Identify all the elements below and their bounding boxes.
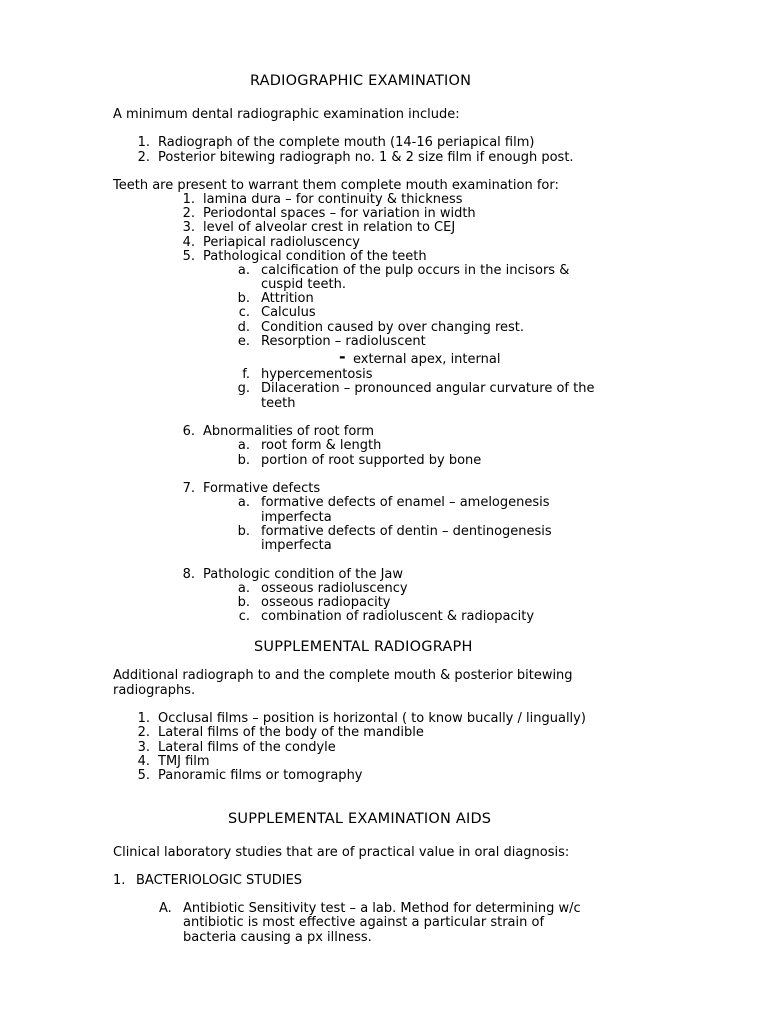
sub-letter: e. — [237, 334, 250, 349]
sub-item: Resorption – radioluscent — [261, 334, 426, 349]
sub-item-continuation: antibiotic is most effective against a particular strain of — [183, 915, 545, 930]
list-item: Lateral films of the body of the mandible — [158, 725, 424, 740]
intro-paragraph-continuation: radiographs. — [113, 683, 196, 698]
sub-letter: c. — [238, 609, 250, 624]
list-item: Lateral films of the condyle — [158, 740, 336, 755]
list-item: Periodontal spaces – for variation in width — [203, 206, 476, 221]
intro-paragraph: A minimum dental radiographic examination include: — [113, 107, 460, 122]
list-item: Radiograph of the complete mouth (14-16 periapical film) — [158, 135, 535, 150]
list-item: Pathological condition of the teeth — [203, 249, 427, 264]
sub-item: portion of root supported by bone — [261, 453, 482, 468]
sub-letter: a. — [237, 438, 250, 453]
sub-item: formative defects of enamel – amelogenesis — [261, 495, 550, 510]
list-item: TMJ film — [158, 754, 210, 769]
sub-item: formative defects of dentin – dentinogenesis — [261, 524, 552, 539]
list-number: 8. — [182, 567, 195, 582]
sub-item-continuation: imperfecta — [261, 510, 332, 525]
heading-supplemental-examination-aids: SUPPLEMENTAL EXAMINATION AIDS — [228, 811, 492, 827]
sub-letter: c. — [238, 305, 250, 320]
list-number: 3. — [137, 740, 150, 755]
sub-item: osseous radiopacity — [261, 595, 391, 610]
sub-letter: d. — [237, 320, 250, 335]
list-item: lamina dura – for continuity & thickness — [203, 192, 463, 207]
sub-letter: a. — [237, 263, 250, 278]
list-number: 5. — [137, 768, 150, 783]
sub-item: external apex, internal — [353, 352, 501, 367]
sub-item-continuation: bacteria causing a px illness. — [183, 930, 372, 945]
list-number: 2. — [137, 150, 150, 165]
sub-item: hypercementosis — [261, 367, 373, 382]
list-number: 6. — [182, 424, 195, 439]
list-number: 2. — [182, 206, 195, 221]
list-number: 3. — [182, 220, 195, 235]
list-number: 5. — [182, 249, 195, 264]
paragraph: Teeth are present to warrant them complete mouth examination for: — [113, 178, 559, 193]
sub-letter: b. — [237, 595, 250, 610]
sub-letter: b. — [237, 453, 250, 468]
list-item: Posterior bitewing radiograph no. 1 & 2 size film if enough post. — [158, 150, 574, 165]
sub-item-continuation: teeth — [261, 396, 296, 411]
sub-item: Condition caused by over changing rest. — [261, 320, 525, 335]
sub-item: calcification of the pulp occurs in the incisors & — [261, 263, 570, 278]
sub-letter: A. — [159, 901, 172, 916]
list-item: Abnormalities of root form — [203, 424, 375, 439]
list-number: 2. — [137, 725, 150, 740]
sub-letter: a. — [237, 581, 250, 596]
sub-item-continuation: cuspid teeth. — [261, 277, 346, 292]
list-item: BACTERIOLOGIC STUDIES — [136, 873, 303, 888]
list-number: 7. — [182, 481, 195, 496]
sub-letter: f. — [242, 367, 250, 382]
intro-paragraph: Clinical laboratory studies that are of practical value in oral diagnosis: — [113, 845, 570, 860]
list-item: Pathologic condition of the Jaw — [203, 567, 404, 582]
sub-item: osseous radioluscency — [261, 581, 408, 596]
dash-bullet: - — [339, 347, 346, 366]
heading-supplemental-radiograph: SUPPLEMENTAL RADIOGRAPH — [254, 639, 473, 655]
list-item: Occlusal films – position is horizontal ( to know bucally / lingually) — [158, 711, 586, 726]
list-item: Formative defects — [203, 481, 321, 496]
list-number: 1. — [113, 873, 126, 888]
sub-item: root form & length — [261, 438, 382, 453]
sub-item-continuation: imperfecta — [261, 538, 332, 553]
sub-item: combination of radioluscent & radiopacity — [261, 609, 535, 624]
list-number: 4. — [182, 235, 195, 250]
list-item: level of alveolar crest in relation to CEJ — [203, 220, 456, 235]
intro-paragraph: Additional radiograph to and the complete mouth & posterior bitewing — [113, 668, 573, 683]
list-number: 1. — [182, 192, 195, 207]
list-number: 4. — [137, 754, 150, 769]
sub-item: Antibiotic Sensitivity test – a lab. Method for determining w/c — [183, 901, 581, 916]
list-item: Periapical radioluscency — [203, 235, 360, 250]
sub-item: Dilaceration – pronounced angular curvature of the — [261, 381, 595, 396]
list-number: 1. — [137, 711, 150, 726]
sub-letter: a. — [237, 495, 250, 510]
sub-letter: g. — [237, 381, 250, 396]
heading-radiographic-examination: RADIOGRAPHIC EXAMINATION — [250, 73, 472, 89]
list-number: 1. — [137, 135, 150, 150]
list-item: Panoramic films or tomography — [158, 768, 363, 783]
sub-item: Attrition — [261, 291, 314, 306]
sub-letter: b. — [237, 291, 250, 306]
sub-letter: b. — [237, 524, 250, 539]
sub-item: Calculus — [261, 305, 316, 320]
